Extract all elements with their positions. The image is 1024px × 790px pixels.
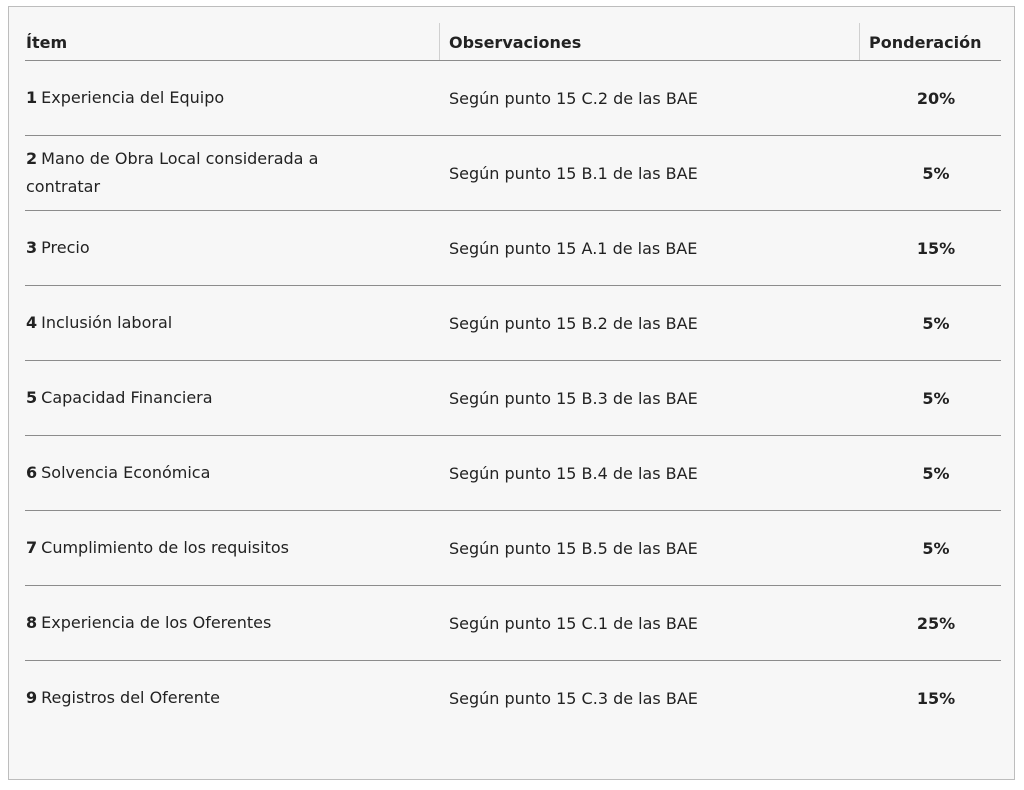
item-name: Experiencia del Equipo xyxy=(41,88,225,107)
table-row xyxy=(25,511,1001,586)
observaciones-cell: Según punto 15 B.5 de las BAE xyxy=(449,538,698,558)
observaciones-cell: Según punto 15 A.1 de las BAE xyxy=(449,238,698,258)
item-cell xyxy=(26,511,406,585)
item-name: Inclusión laboral xyxy=(41,313,173,332)
evaluation-table-panel xyxy=(8,6,1015,780)
table-row xyxy=(25,361,1001,436)
table-header xyxy=(25,23,1001,61)
table-row xyxy=(25,661,1001,736)
observaciones-cell: Según punto 15 B.4 de las BAE xyxy=(449,463,698,483)
observaciones-cell: Según punto 15 C.1 de las BAE xyxy=(449,613,698,633)
ponderacion-cell: 5% xyxy=(922,313,950,333)
item-name: Precio xyxy=(41,238,90,257)
item-name: Cumplimiento de los requisitos xyxy=(41,538,289,557)
item-cell xyxy=(26,436,406,510)
item-number: 1 xyxy=(26,88,38,107)
ponderacion-cell: 5% xyxy=(922,388,950,408)
item-number: 3 xyxy=(26,238,38,257)
item-cell xyxy=(26,286,406,360)
observaciones-cell: Según punto 15 B.3 de las BAE xyxy=(449,388,698,408)
ponderacion-cell: 5% xyxy=(922,463,950,483)
ponderacion-cell: 15% xyxy=(916,688,956,708)
header-ponderacion: Ponderación xyxy=(859,23,1001,60)
item-number: 8 xyxy=(26,613,38,632)
item-cell xyxy=(26,361,406,435)
item-number: 4 xyxy=(26,313,38,332)
ponderacion-cell: 5% xyxy=(922,163,950,183)
observaciones-cell: Según punto 15 C.3 de las BAE xyxy=(449,688,698,708)
item-number: 2 xyxy=(26,149,38,168)
item-cell xyxy=(26,211,406,285)
table-row xyxy=(25,586,1001,661)
item-name: Mano de Obra Local considerada a contratar xyxy=(26,149,319,196)
item-name: Capacidad Financiera xyxy=(41,388,213,407)
item-number: 7 xyxy=(26,538,38,557)
item-cell xyxy=(26,136,406,210)
item-name: Registros del Oferente xyxy=(41,688,220,707)
observaciones-cell: Según punto 15 B.2 de las BAE xyxy=(449,313,698,333)
table-row xyxy=(25,286,1001,361)
table-row xyxy=(25,211,1001,286)
ponderacion-cell: 15% xyxy=(916,238,956,258)
observaciones-cell: Según punto 15 B.1 de las BAE xyxy=(449,163,698,183)
item-name: Experiencia de los Oferentes xyxy=(41,613,272,632)
header-observaciones: Observaciones xyxy=(439,23,857,60)
ponderacion-cell: 25% xyxy=(916,613,956,633)
ponderacion-cell: 5% xyxy=(922,538,950,558)
item-number: 5 xyxy=(26,388,38,407)
table-row xyxy=(25,436,1001,511)
item-number: 9 xyxy=(26,688,38,707)
ponderacion-cell: 20% xyxy=(916,88,956,108)
observaciones-cell: Según punto 15 C.2 de las BAE xyxy=(449,88,698,108)
header-item: Ítem xyxy=(26,33,68,52)
item-number: 6 xyxy=(26,463,38,482)
table-row xyxy=(25,136,1001,211)
item-cell xyxy=(26,61,406,135)
item-cell xyxy=(26,661,406,735)
item-name: Solvencia Económica xyxy=(41,463,211,482)
table-row xyxy=(25,61,1001,136)
item-cell xyxy=(26,586,406,660)
